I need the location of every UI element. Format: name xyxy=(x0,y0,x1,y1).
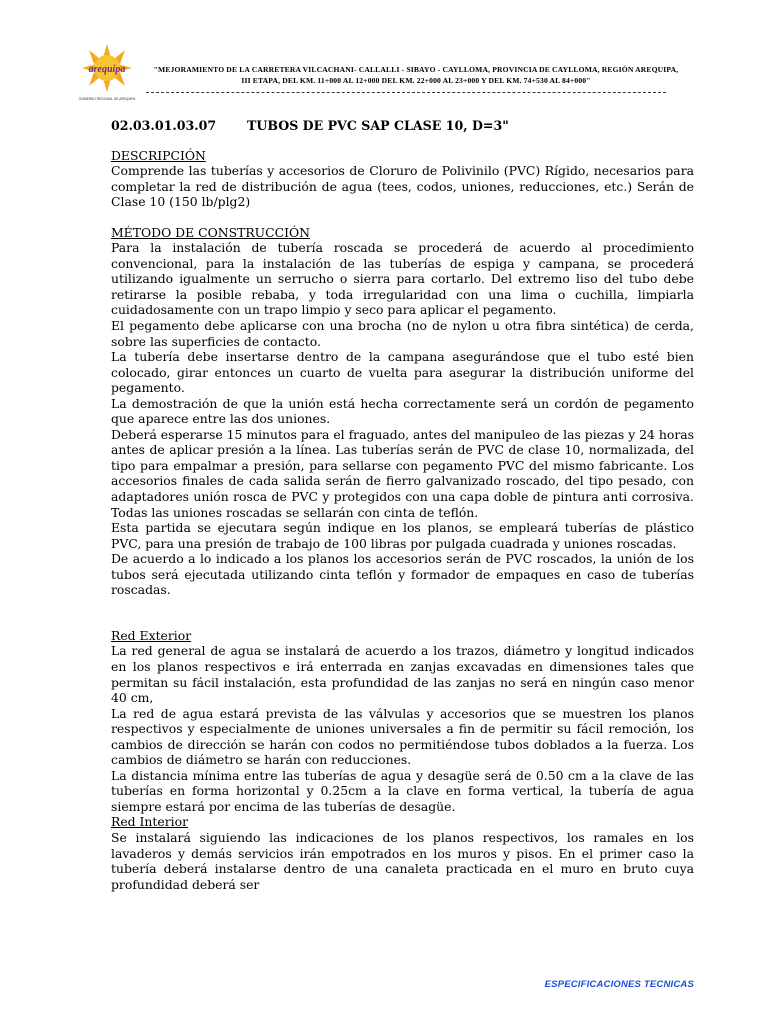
project-title xyxy=(146,64,686,86)
metodo-paragraph: La demostración de que la unión está hecha correctamente será un cordón de pegamento que aparece entre las dos uniones. xyxy=(111,395,694,427)
section-heading xyxy=(111,118,694,134)
page-footer: ESPECIFICACIONES TECNICAS xyxy=(544,979,694,990)
red-exterior-paragraph: La red de agua estará prevista de las válvulas y accesorios que se muestren los planos respectivos y especialmente de uniones universales a fin de permitir su fácil remoción, los cambios de dirección se harán con codos no permitiéndose tubos doblados a la fuerza. Los cambios de diámetro se harán con reducciones. xyxy=(111,705,694,768)
descripcion-text: Comprende las tuberías y accesorios de Cloruro de Polivinilo (PVC) Rígido, necesarios para completar la red de distribución de agua (tees, codos, uniones, reducciones, etc.) Serán de Clase 10 (150 lb/plg2) xyxy=(111,163,694,210)
metodo-paragraph: La tubería debe insertarse dentro de la campana asegurándose que el tubo esté bien colocado, girar entonces un cuarto de vuelta para asegurar la distribución uniforme del pegamento. xyxy=(111,349,694,396)
section-title: TUBOS DE PVC SAP CLASE 10, D=3" xyxy=(247,118,509,133)
metodo-paragraph: El pegamento debe aplicarse con una brocha (no de nylon u otra fibra sintética) de cerda, sobre las superficies de contacto. xyxy=(111,318,694,349)
red-exterior-title: Red Exterior xyxy=(111,627,192,643)
section-code: 02.03.01.03.07 xyxy=(111,118,217,133)
project-title-line2: III ETAPA, DEL KM. 11+000 AL 12+000 DEL KM. 22+000 AL 23+000 Y DEL KM. 74+530 AL 84+000" xyxy=(241,76,591,85)
project-title-line1: "MEJORAMIENTO DE LA CARRETERA VILCACHANI- CALLALLI - SIBAYO - CAYLLOMA, PROVINCIA DE CAYLLOMA, REGIÓN AREQUIPA, xyxy=(153,65,679,74)
logo-wordmark: arequipa xyxy=(88,64,126,75)
logo-caption: GOBIERNO REGIONAL DE AREQUIPA xyxy=(78,97,136,101)
sun-logo-icon xyxy=(78,42,136,104)
document-body xyxy=(111,118,694,892)
red-exterior-paragraph: La red general de agua se instalará de acuerdo a los trazos, diámetro y longitud indicados en los planos respectivos e irá enterrada en zanjas excavadas en dimensiones tales que permitan su fácil instalación, esta profundidad de las zanjas no será en ningún caso menor 40 cm, xyxy=(111,643,694,706)
red-exterior-paragraph: La distancia mínima entre las tuberías de agua y desagüe será de 0.50 cm a la clave de las tuberías en forma horizontal y 0.25cm a la clave en forma vertical, la tubería de agua siempre estará por encima de las tuberías de desagüe. xyxy=(111,767,694,814)
header-divider xyxy=(146,92,666,93)
descripcion-title: DESCRIPCIÓN xyxy=(111,147,206,163)
red-interior-paragraph: Se instalará siguiendo las indicaciones de los planos respectivos, los ramales en los lavaderos y demás servicios irán empotrados en los muros y pisos. En el primer caso la tubería deberá instalarse dentro de una canaleta practicada en el muro en bruto cuya profundidad deberá ser xyxy=(111,829,694,892)
metodo-paragraph: Esta partida se ejecutara según indique en los planos, se empleará tuberías de plástico PVC, para una presión de trabajo de 100 libras por pulgada cuadrada y uniones roscadas. xyxy=(111,520,694,551)
metodo-title: MÉTODO DE CONSTRUCCIÓN xyxy=(111,224,310,240)
page-header xyxy=(78,42,678,104)
metodo-paragraph: Para la instalación de tubería roscada se procederá de acuerdo al procedimiento convencional, para la instalación de las tuberías de espiga y campana, se procederá utilizando igualmente un serrucho o sierra para cortarlo. Del extremo liso del tubo debe retirarse la posible rebaba, y toda irregularidad con una lima o cuchilla, limpiarla cuidadosamente con un trapo limpio y seco para aplicar el pegamento. xyxy=(111,240,694,318)
metodo-paragraph: Deberá esperarse 15 minutos para el fraguado, antes del manipuleo de las piezas y 24 horas antes de aplicar presión a la línea. Las tuberías serán de PVC de clase 10, normalizada, del tipo para empalmar a presión, para sellarse con pegamento PVC del mismo fabricante. Los accesorios finales de cada salida serán de fierro galvanizado roscado, del tipo pesado, con adaptadores unión rosca de PVC y protegidos con una capa doble de pintura anti corrosiva. Todas las uniones roscadas se sellarán con cinta de teflón. xyxy=(111,426,694,520)
metodo-paragraph: De acuerdo a lo indicado a los planos los accesorios serán de PVC roscados, la unión de los tubos será ejecutada utilizando cinta teflón y formador de empaques en caso de tuberías roscadas. xyxy=(111,551,694,598)
red-interior-title: Red Interior xyxy=(111,814,188,830)
